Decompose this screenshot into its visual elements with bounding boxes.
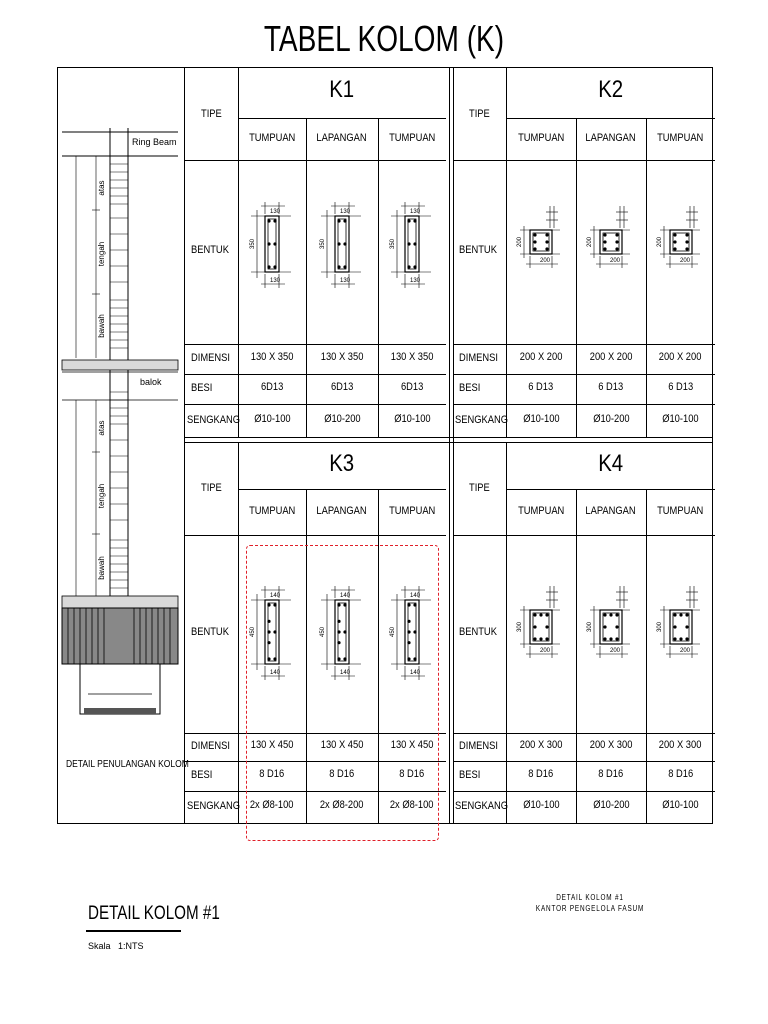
k2-sengkang-1-text: Ø10-200 bbox=[592, 412, 630, 425]
k2-sengkang-label: SENGKANG bbox=[455, 413, 509, 426]
k1-section-w-top-label-1: 130 bbox=[339, 209, 351, 215]
k4-sengkang-1-text: Ø10-200 bbox=[592, 799, 630, 811]
k1-tipe-label: TIPE bbox=[201, 108, 222, 120]
table-center-divider bbox=[449, 68, 450, 823]
k2-tipe-label: TIPE bbox=[469, 108, 490, 120]
k1-section-w-label-2: 130 bbox=[409, 278, 421, 284]
k4-section-h-label-2: 300 bbox=[656, 621, 663, 633]
k1-dimensi-1-text: 130 X 350 bbox=[320, 351, 364, 363]
k3-row-line bbox=[185, 535, 446, 536]
k4-dimensi-0 bbox=[501, 739, 581, 751]
k4-sengkang-label: SENGKANG bbox=[455, 800, 509, 812]
k2-dimensi-2 bbox=[641, 351, 721, 363]
k2-sengkang-0-text: Ø10-100 bbox=[522, 412, 560, 425]
k2-position-1 bbox=[571, 132, 651, 144]
k3-position-1-text: LAPANGAN bbox=[316, 505, 368, 517]
k4-sengkang-2-text: Ø10-100 bbox=[662, 799, 699, 811]
stamp-line-1: DETAIL KOLOM #1 bbox=[556, 893, 624, 902]
k4-besi-0 bbox=[501, 768, 581, 780]
k1-position-2 bbox=[372, 132, 452, 144]
k1-section-w-top-label-0: 130 bbox=[269, 209, 281, 215]
stamp-line-2: KANTOR PENGELOLA FASUM bbox=[535, 904, 645, 913]
k4-besi-0-text: 8 D16 bbox=[528, 768, 554, 780]
k1-position-1 bbox=[302, 132, 382, 144]
k1-row-line bbox=[185, 374, 446, 375]
k4-dimensi-1 bbox=[571, 739, 651, 751]
k3-section-w-label-0: 140 bbox=[269, 670, 281, 676]
k2-sengkang-1 bbox=[571, 413, 651, 425]
k2-position-0 bbox=[501, 132, 581, 144]
k4-section-drawing-2 bbox=[649, 568, 713, 688]
k2-section-drawing-2 bbox=[649, 186, 713, 306]
k2-row-line bbox=[453, 344, 715, 345]
k2-section-h-label-0: 200 bbox=[517, 236, 523, 248]
k2-type-name bbox=[506, 76, 715, 104]
k4-section-w-label-0: 200 bbox=[539, 648, 551, 654]
k1-section-w-label-0: 130 bbox=[269, 278, 281, 284]
drawing-title: TABEL KOLOM (K) bbox=[263, 18, 505, 59]
k1-section-h-label-1: 350 bbox=[320, 238, 326, 250]
k1-dimensi-2 bbox=[372, 351, 452, 363]
k4-sengkang-0-text: Ø10-100 bbox=[522, 799, 560, 811]
k2-position-0-text: TUMPUAN bbox=[517, 132, 565, 144]
k3-section-h-label-2: 450 bbox=[390, 626, 396, 638]
k4-label-divider bbox=[506, 442, 507, 823]
zone-label-atas: atas bbox=[97, 180, 106, 196]
k2-section-h-label-2: 200 bbox=[656, 236, 663, 248]
zone-label-atas-lower: atas bbox=[97, 420, 106, 436]
k3-section-h-label-1: 450 bbox=[320, 626, 326, 638]
k4-besi-1 bbox=[571, 768, 651, 780]
k4-dimensi-0-text: 200 X 300 bbox=[519, 739, 563, 751]
k4-type-name-text: K4 bbox=[598, 450, 623, 477]
k2-section-h-label-1: 200 bbox=[587, 236, 593, 248]
k3-bentuk-label: BENTUK bbox=[191, 626, 229, 638]
k3-besi-0-text: 8 D16 bbox=[259, 768, 285, 780]
k4-row-line bbox=[506, 489, 715, 490]
k4-dimensi-label: DIMENSI bbox=[459, 740, 498, 752]
k3-dimensi-0-text: 130 X 450 bbox=[250, 739, 294, 751]
k2-dimensi-label: DIMENSI bbox=[459, 352, 498, 364]
k4-sengkang-0 bbox=[501, 799, 581, 811]
k2-section-w-label-1: 200 bbox=[609, 258, 621, 264]
zone-label-tengah-lower: tengah bbox=[97, 483, 106, 509]
k1-type-name-text: K1 bbox=[329, 76, 355, 103]
k4-besi-2 bbox=[641, 768, 721, 780]
k1-section-w-top-label-2: 130 bbox=[409, 209, 421, 215]
k1-dimensi-0-text: 130 X 350 bbox=[250, 351, 294, 363]
k2-dimensi-2-text: 200 X 200 bbox=[659, 351, 702, 363]
k1-row-line bbox=[238, 118, 446, 119]
k3-position-1 bbox=[302, 505, 382, 517]
k3-sengkang-label: SENGKANG bbox=[187, 800, 241, 812]
k2-besi-2-text: 6 D13 bbox=[668, 381, 693, 393]
k2-bentuk-label: BENTUK bbox=[459, 244, 497, 256]
k4-besi-label: BESI bbox=[459, 769, 481, 781]
k2-section-drawing-0 bbox=[509, 186, 573, 306]
k1-section-drawing-2 bbox=[380, 186, 444, 306]
k2-dimensi-1-text: 200 X 200 bbox=[589, 351, 633, 363]
k3-type-name bbox=[238, 450, 446, 478]
k1-section-h-label-0: 350 bbox=[250, 238, 256, 250]
k1-dimensi-label: DIMENSI bbox=[191, 352, 230, 364]
k3-dimensi-label: DIMENSI bbox=[191, 740, 230, 752]
k4-besi-1-text: 8 D16 bbox=[598, 768, 624, 780]
k1-sengkang-0-text: Ø10-100 bbox=[253, 412, 291, 425]
k2-type-name-text: K2 bbox=[598, 76, 623, 103]
k4-position-0-text: TUMPUAN bbox=[517, 505, 565, 517]
k1-row-line bbox=[185, 404, 446, 405]
table-mid-divider-2 bbox=[185, 442, 712, 443]
k3-dimensi-2-text: 130 X 450 bbox=[390, 739, 434, 751]
k2-row-line bbox=[453, 160, 715, 161]
k2-section-drawing-1 bbox=[579, 186, 643, 306]
k4-dimensi-2 bbox=[641, 739, 721, 751]
k2-position-1-text: LAPANGAN bbox=[585, 132, 637, 144]
k2-position-2-text: TUMPUAN bbox=[657, 132, 704, 144]
k3-position-2-text: TUMPUAN bbox=[388, 505, 436, 517]
k3-sengkang-0-text: 2x Ø8-100 bbox=[250, 799, 294, 811]
detail-heading-underline bbox=[86, 930, 181, 932]
detail-caption: DETAIL PENULANGAN KOLOM bbox=[66, 759, 189, 770]
balok-label: balok bbox=[140, 377, 162, 387]
k4-section-w-label-1: 200 bbox=[609, 648, 621, 654]
k1-position-2-text: TUMPUAN bbox=[388, 132, 436, 144]
k4-section-h-label-0: 300 bbox=[517, 621, 523, 633]
k2-dimensi-0 bbox=[501, 351, 581, 363]
k2-sengkang-2 bbox=[641, 413, 721, 425]
k1-section-drawing-1 bbox=[310, 186, 374, 306]
k1-besi-label: BESI bbox=[191, 382, 213, 394]
k2-besi-1-text: 6 D13 bbox=[598, 381, 624, 393]
k3-row-line bbox=[238, 489, 446, 490]
k2-besi-0-text: 6 D13 bbox=[528, 381, 554, 393]
k1-type-name bbox=[238, 76, 446, 104]
k1-sengkang-2-text: Ø10-100 bbox=[393, 412, 431, 425]
k3-position-0 bbox=[232, 505, 312, 517]
k4-position-2 bbox=[641, 505, 721, 517]
k4-besi-2-text: 8 D16 bbox=[668, 768, 693, 780]
k4-position-0 bbox=[501, 505, 581, 517]
k2-besi-0 bbox=[501, 381, 581, 393]
k1-besi-2 bbox=[372, 381, 452, 393]
k4-position-1 bbox=[571, 505, 651, 517]
k4-row-line bbox=[453, 535, 715, 536]
k3-position-2 bbox=[372, 505, 452, 517]
k1-section-h-label-2: 350 bbox=[390, 238, 396, 250]
k2-section-w-label-0: 200 bbox=[539, 258, 551, 264]
k2-besi-label: BESI bbox=[459, 382, 481, 394]
k4-section-h-label-1: 300 bbox=[587, 621, 593, 633]
k1-dimensi-2-text: 130 X 350 bbox=[390, 351, 434, 363]
table-left-border bbox=[184, 68, 185, 823]
k4-row-line bbox=[453, 761, 715, 762]
k1-row-line bbox=[185, 160, 446, 161]
k1-besi-1-text: 6D13 bbox=[330, 381, 354, 393]
skala-label: Skala bbox=[88, 941, 111, 951]
k1-sengkang-0 bbox=[232, 413, 312, 425]
k3-type-name-text: K3 bbox=[329, 450, 355, 477]
k1-row-line bbox=[185, 344, 446, 345]
table-center-divider-2 bbox=[453, 68, 454, 823]
detail-heading: DETAIL KOLOM #1 bbox=[88, 903, 220, 924]
k1-sengkang-label: SENGKANG bbox=[187, 413, 241, 426]
k3-section-w-top-label-1: 140 bbox=[339, 593, 351, 599]
k3-section-w-label-1: 140 bbox=[339, 670, 351, 676]
k2-row-line bbox=[506, 118, 715, 119]
k4-dimensi-1-text: 200 X 300 bbox=[589, 739, 633, 751]
k3-besi-2-text: 8 D16 bbox=[399, 768, 425, 780]
k4-section-w-label-2: 200 bbox=[679, 648, 690, 654]
zone-label-tengah: tengah bbox=[97, 241, 106, 267]
zone-label-bawah: bawah bbox=[97, 314, 106, 338]
k4-dimensi-2-text: 200 X 300 bbox=[659, 739, 702, 751]
k1-section-w-label-1: 130 bbox=[339, 278, 351, 284]
k4-section-drawing-1 bbox=[579, 568, 643, 688]
k1-bentuk-label: BENTUK bbox=[191, 244, 229, 256]
k1-besi-0-text: 6D13 bbox=[260, 381, 284, 393]
k1-sengkang-1-text: Ø10-200 bbox=[323, 412, 361, 425]
k1-sengkang-2 bbox=[372, 413, 452, 425]
k1-position-0-text: TUMPUAN bbox=[248, 132, 296, 144]
k4-position-1-text: LAPANGAN bbox=[585, 505, 637, 517]
k3-label-divider bbox=[238, 442, 239, 823]
k1-position-0 bbox=[232, 132, 312, 144]
k2-dimensi-1 bbox=[571, 351, 651, 363]
k2-sengkang-2-text: Ø10-100 bbox=[662, 412, 699, 425]
k4-sengkang-2 bbox=[641, 799, 721, 811]
k4-tipe-label: TIPE bbox=[469, 482, 490, 494]
skala-value: 1:NTS bbox=[118, 941, 144, 951]
k2-row-line bbox=[453, 374, 715, 375]
k1-section-drawing-0 bbox=[240, 186, 304, 306]
ring-beam-label: Ring Beam bbox=[132, 137, 177, 147]
k4-row-line bbox=[453, 791, 715, 792]
k4-bentuk-label: BENTUK bbox=[459, 626, 497, 638]
k2-dimensi-0-text: 200 X 200 bbox=[519, 351, 563, 363]
k2-position-2 bbox=[641, 132, 721, 144]
k3-section-w-top-label-2: 140 bbox=[409, 593, 421, 599]
zone-label-bawah-lower: bawah bbox=[97, 556, 106, 580]
k3-section-w-top-label-0: 140 bbox=[269, 593, 281, 599]
k3-sengkang-2-text: 2x Ø8-100 bbox=[390, 799, 434, 811]
k3-dimensi-1-text: 130 X 450 bbox=[320, 739, 364, 751]
k3-position-0-text: TUMPUAN bbox=[248, 505, 296, 517]
k4-type-name bbox=[506, 450, 715, 478]
k3-highlight bbox=[246, 545, 439, 841]
column-reinforcement-detail bbox=[58, 68, 184, 768]
k3-section-h-label-0: 450 bbox=[250, 626, 256, 638]
k1-sengkang-1 bbox=[302, 413, 382, 425]
k2-row-line bbox=[453, 404, 715, 405]
k3-tipe-label: TIPE bbox=[201, 482, 222, 494]
k3-besi-1-text: 8 D16 bbox=[329, 768, 355, 780]
k2-besi-2 bbox=[641, 381, 721, 393]
k1-besi-1 bbox=[302, 381, 382, 393]
k2-section-w-label-2: 200 bbox=[679, 258, 690, 264]
k2-sengkang-0 bbox=[501, 413, 581, 425]
k3-section-w-label-2: 140 bbox=[409, 670, 421, 676]
k1-besi-2-text: 6D13 bbox=[400, 381, 424, 393]
k4-sengkang-1 bbox=[571, 799, 651, 811]
k3-besi-label: BESI bbox=[191, 769, 213, 781]
k2-besi-1 bbox=[571, 381, 651, 393]
k4-row-line bbox=[453, 733, 715, 734]
k1-dimensi-1 bbox=[302, 351, 382, 363]
table-mid-divider bbox=[185, 437, 712, 438]
k4-section-drawing-0 bbox=[509, 568, 573, 688]
k3-sengkang-1-text: 2x Ø8-200 bbox=[320, 799, 364, 811]
k1-besi-0 bbox=[232, 381, 312, 393]
k1-position-1-text: LAPANGAN bbox=[316, 132, 368, 144]
k4-position-2-text: TUMPUAN bbox=[657, 505, 704, 517]
k1-dimensi-0 bbox=[232, 351, 312, 363]
